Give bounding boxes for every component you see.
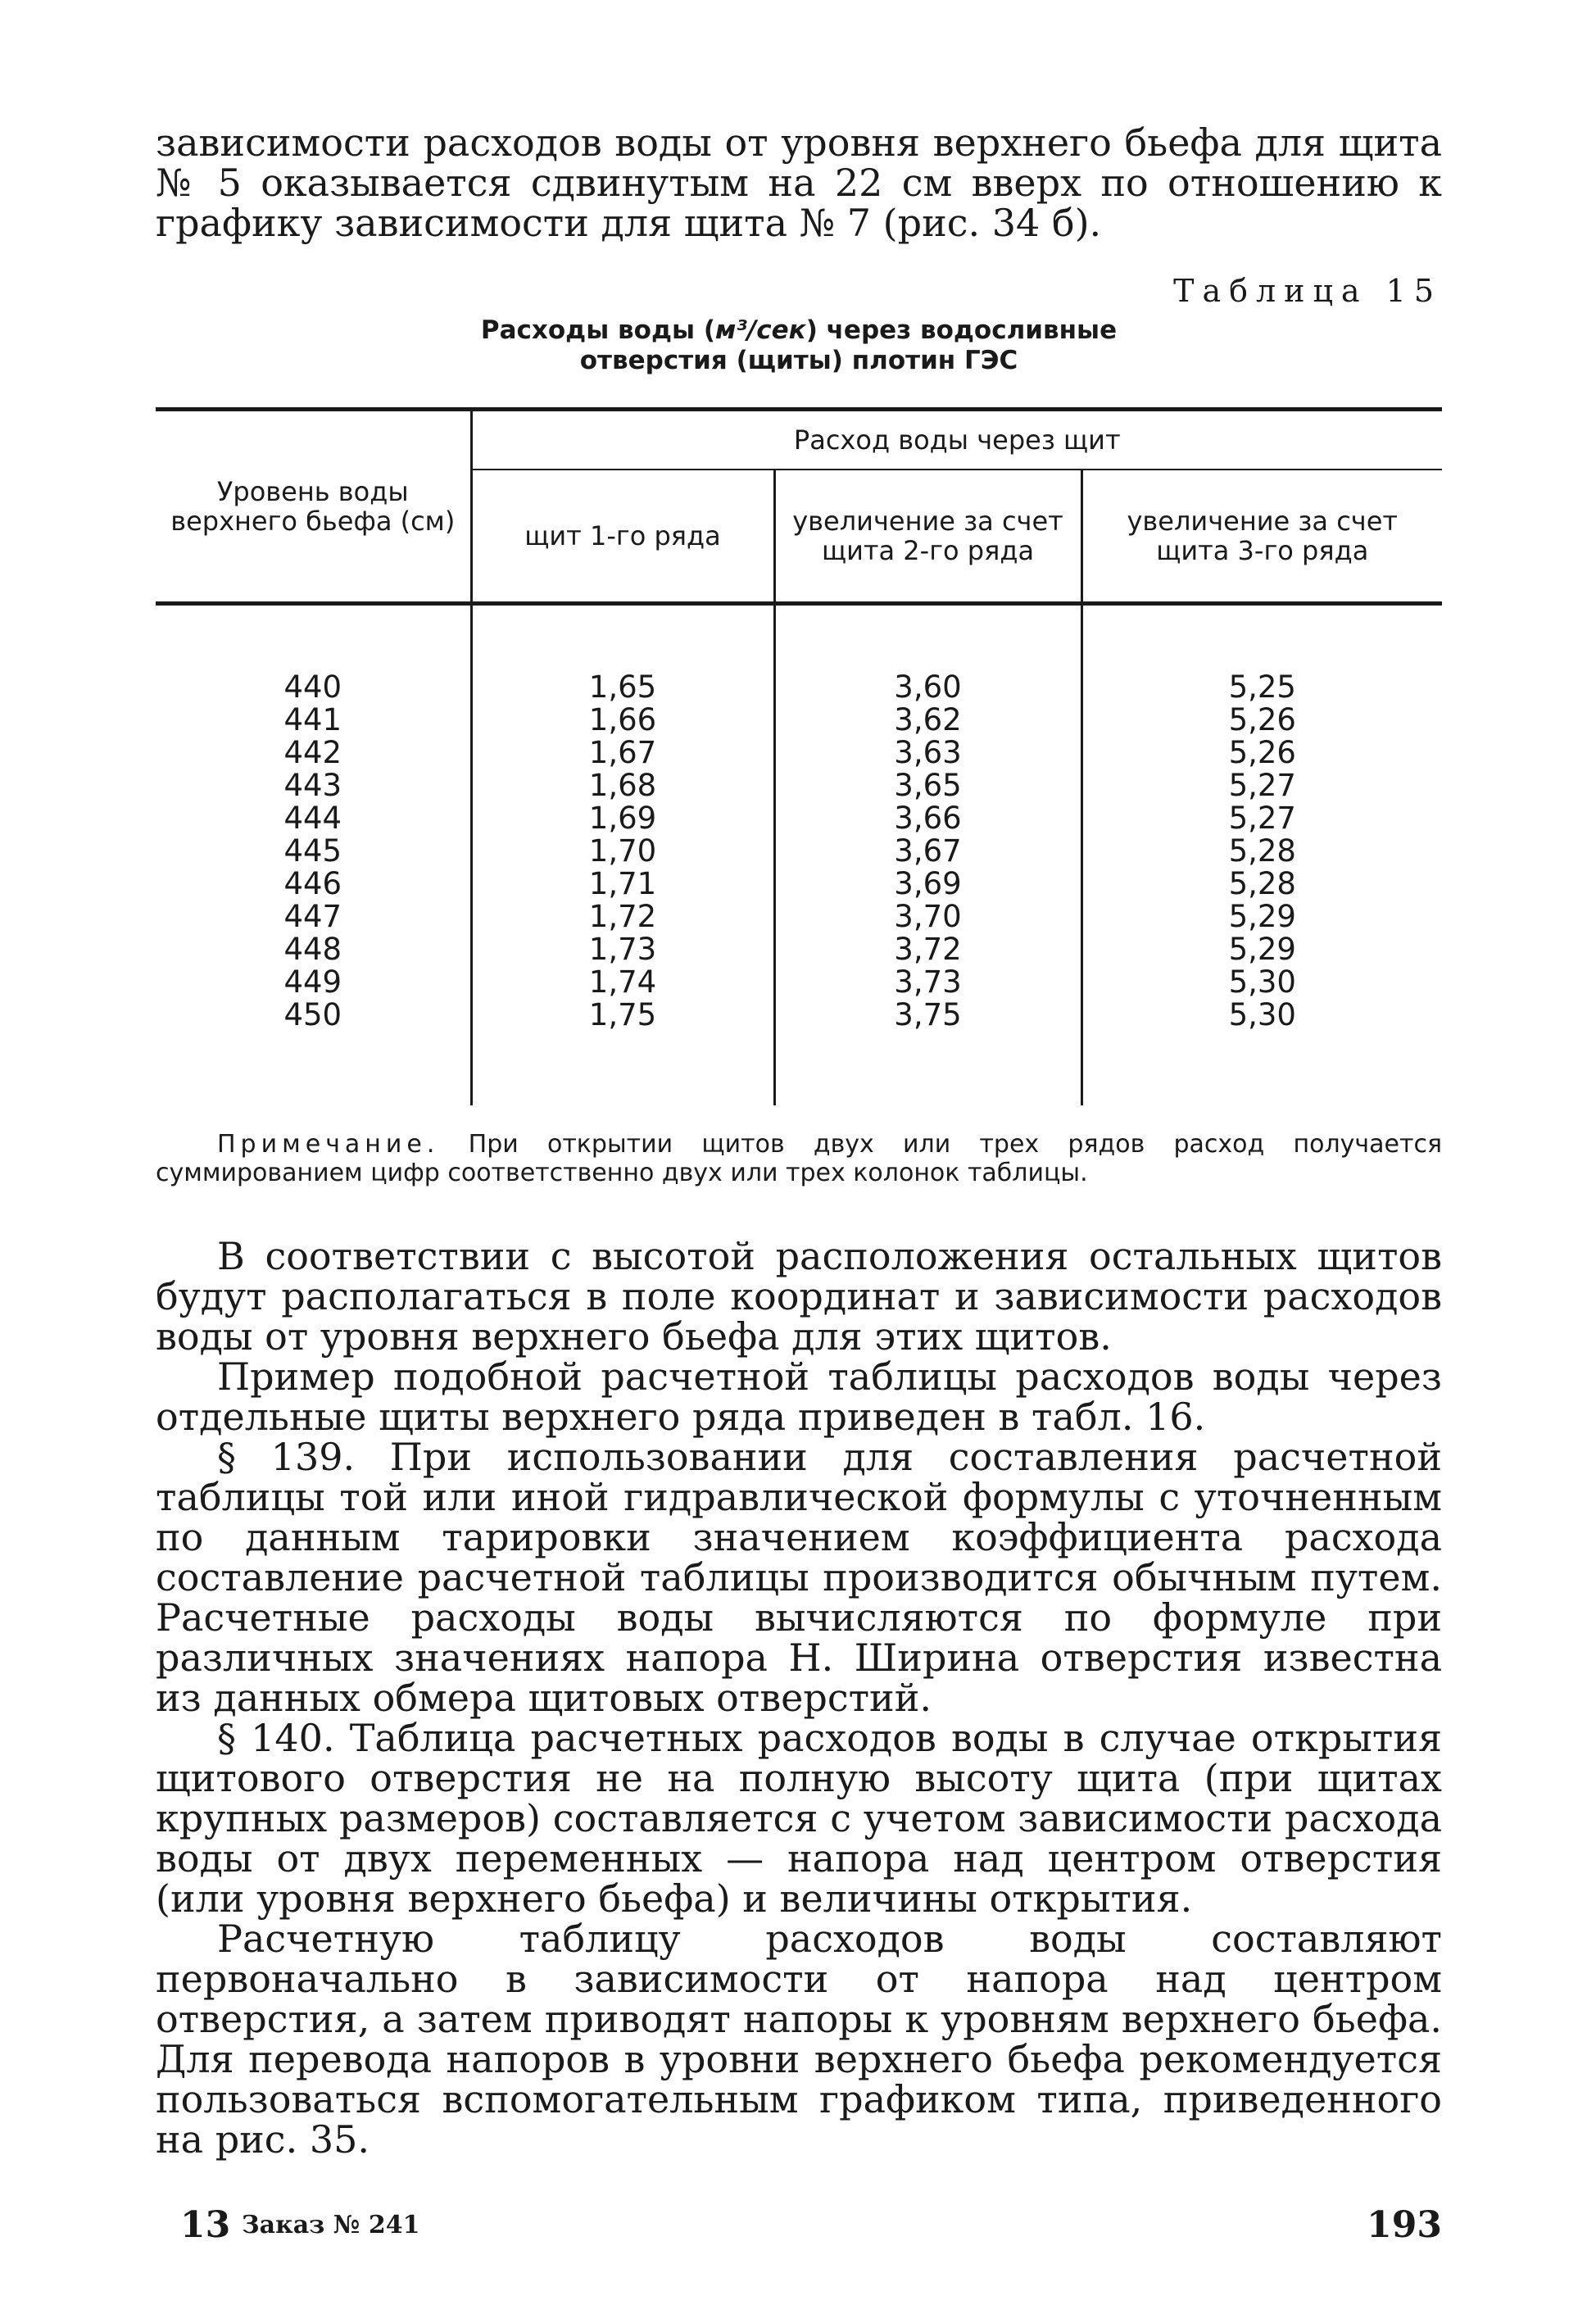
table-cell: 5,29: [1228, 899, 1296, 934]
header-col-1: щит 1-го ряда: [471, 470, 774, 604]
body-paragraph-5: Расчетную таблицу расходов воды составляют первоначально в зависимости от напора над центром отверстия, а затем приводят напоры к уровням верхнего бьефа. Для перевода напоров в уровни верхнего бьефа рекомендуется пользоваться вспомогательным графиком типа, приведенного на рис. 35.: [156, 1917, 1442, 2162]
header-level: Уровень воды верхнего бьефа (см): [156, 410, 471, 604]
table-cell: 449: [283, 964, 342, 1000]
table-cell: 3,63: [894, 735, 962, 770]
table-cell: 1,75: [588, 997, 657, 1032]
col-1-values: [471, 604, 774, 1106]
table-cell: 3,62: [894, 702, 962, 737]
body-paragraph-2: Пример подобной расчетной таблицы расходов воды через отдельные щиты верхнего ряда приведен в табл. 16.: [156, 1354, 1442, 1439]
header-col-3: увеличение за счет щита 3-го ряда: [1081, 470, 1442, 604]
table-cell: 1,74: [588, 964, 657, 1000]
sheet-number: 13: [180, 2204, 231, 2246]
page-content: [156, 120, 1442, 2162]
header-col-2: увеличение за счет щита 2-го ряда: [774, 470, 1081, 604]
table-caption: [430, 315, 1168, 376]
table-cell: 5,30: [1228, 997, 1296, 1032]
body-text: [156, 1236, 1442, 2160]
header-group: Расход воды через щит: [471, 410, 1442, 470]
table-cell: 5,30: [1228, 964, 1296, 1000]
col-3-values: [1081, 604, 1442, 1106]
table-cell: 1,67: [588, 735, 657, 770]
table-cell: 445: [283, 833, 342, 869]
page-number: 193: [1367, 2204, 1442, 2246]
discharge-table: [156, 407, 1442, 1105]
table-cell: 1,69: [588, 801, 657, 836]
table-cell: 5,27: [1228, 801, 1296, 836]
table-cell: 3,60: [894, 669, 962, 705]
table-cell: 444: [283, 801, 342, 836]
table-cell: 3,69: [894, 866, 962, 901]
table-cell: 3,70: [894, 899, 962, 934]
table-cell: 1,70: [588, 833, 657, 869]
caption-part-2: ) через водосливные отверстия (щиты) плотин ГЭС: [579, 315, 1118, 375]
table-cell: 448: [283, 932, 342, 967]
table-cell: 3,65: [894, 768, 962, 803]
table-cell: 5,28: [1228, 866, 1296, 901]
table-cell: 5,27: [1228, 768, 1296, 803]
page-footer: [156, 2204, 1442, 2253]
table-cell: 3,73: [894, 964, 962, 1000]
caption-unit: м³/сек: [715, 315, 806, 345]
table-cell: 5,29: [1228, 932, 1296, 967]
table-cell: 3,66: [894, 801, 962, 836]
table-cell: 1,73: [588, 932, 657, 967]
table-cell: 5,26: [1228, 702, 1296, 737]
table-cell: 5,25: [1228, 669, 1296, 705]
body-paragraph-3: § 139. При использовании для составления расчетной таблицы той или иной гидравлической формулы с уточненным по данным тарировки значением коэффициента расхода составление расчетной таблицы производится обычным путем. Расчетные расходы воды вычисляются по формуле при различных значениях напора H. Ширина отверстия известна из данных обмера щитовых отверстий.: [156, 1435, 1442, 1720]
table-cell: 441: [283, 702, 342, 737]
caption-part-1: Расходы воды (: [480, 315, 715, 345]
body-paragraph-4: § 140. Таблица расчетных расходов воды в случае открытия щитового отверстия не на полную высоту щита (при щитах крупных размеров) составляется с учетом зависимости расхода воды от двух переменных — напора над центром отверстия (или уровня верхнего бьефа) и величины открытия.: [156, 1716, 1442, 1921]
intro-paragraph: зависимости расходов воды от уровня верхнего бьефа для щита № 5 оказывается сдвинутым на 22 см вверх по отношению к графику зависимости для щита № 7 (рис. 34 б).: [156, 120, 1442, 245]
level-column: [156, 604, 471, 1106]
table-cell: 3,67: [894, 833, 962, 869]
body-paragraph-1: В соответствии с высотой расположения остальных щитов будут располагаться в поле координат и зависимости расходов воды от уровня верхнего бьефа для этих щитов.: [156, 1234, 1442, 1359]
table-cell: 3,72: [894, 932, 962, 967]
table-cell: 443: [283, 768, 342, 803]
table-cell: 1,68: [588, 768, 657, 803]
col-2-values: [774, 604, 1081, 1106]
table-cell: 1,71: [588, 866, 657, 901]
table-cell: 450: [283, 997, 342, 1032]
table-note: [156, 1130, 1442, 1187]
table-cell: 440: [283, 669, 342, 705]
note-text: При открытии щитов двух или трех рядов расход получается суммированием цифр соответственно двух или трех колонок таблицы.: [156, 1130, 1442, 1187]
order-number: Заказ № 241: [242, 2211, 420, 2239]
table-cell: 3,75: [894, 997, 962, 1032]
table-cell: 5,26: [1228, 735, 1296, 770]
table-label: Таблица 15: [1173, 273, 1442, 309]
table-cell: 1,72: [588, 899, 657, 934]
table-cell: 5,28: [1228, 833, 1296, 869]
table-cell: 1,66: [588, 702, 657, 737]
note-title: Примечание.: [217, 1130, 440, 1159]
table-cell: 1,65: [588, 669, 657, 705]
table-cell: 447: [283, 899, 342, 934]
table-cell: 442: [283, 735, 342, 770]
table-cell: 446: [283, 866, 342, 901]
